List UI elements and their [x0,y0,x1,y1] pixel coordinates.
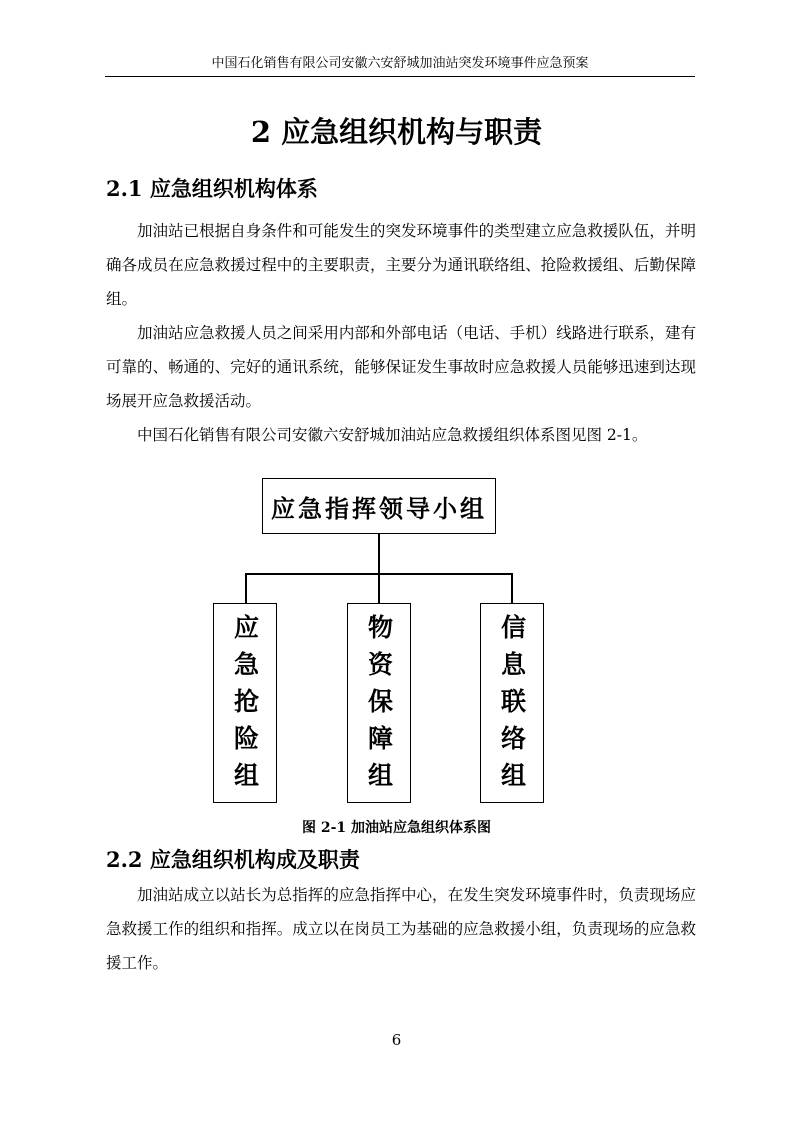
page-number: 6 [391,1031,402,1049]
org-box-rescue [213,603,277,803]
org-box-communication [480,603,544,803]
header-rule [105,76,695,77]
paragraph: 加油站已根据自身条件和可能发生的突发环境事件的类型建立应急救援队伍，并明确各成员在应急救援过程中的主要职责，主要分为通讯联络组、抢险救援组、后勤保障组。 [106,222,696,308]
section-title-2-1: 2.1 应急组织机构体系 [106,176,318,201]
org-box-label: 物资保障组 [364,614,394,799]
org-box-label: 应急抢险组 [230,614,260,799]
org-box-leadership: 应急指挥领导小组 [262,478,496,534]
paragraph: 加油站应急救援人员之间采用内部和外部电话（电话、手机）线路进行联系，建有可靠的、畅通的、完好的通讯系统，能够保证发生事故时应急救援人员能够迅速到达现场展开应急救援活动。 [106,324,696,410]
section-title-2-2: 2.2 应急组织机构成及职责 [106,847,360,872]
connector-line [378,573,380,603]
connector-line [378,534,380,574]
paragraph: 加油站成立以站长为总指挥的应急指挥中心，在发生突发环境事件时，负责现场应急救援工作的组织和指挥。成立以在岗员工为基础的应急救援小组，负责现场的应急救援工作。 [106,886,696,972]
org-box-label: 信息联络组 [497,614,527,799]
figure-caption: 图 2-1 加油站应急组织体系图 [301,820,492,836]
connector-line [245,573,247,603]
page-header: 中国石化销售有限公司安徽六安舒城加油站突发环境事件应急预案 [211,56,589,71]
paragraph: 中国石化销售有限公司安徽六安舒城加油站应急救援组织体系图见图 2-1。 [137,426,648,444]
org-box-supplies [347,603,411,803]
chapter-title: 2 应急组织机构与职责 [250,115,543,149]
connector-line [511,573,513,603]
